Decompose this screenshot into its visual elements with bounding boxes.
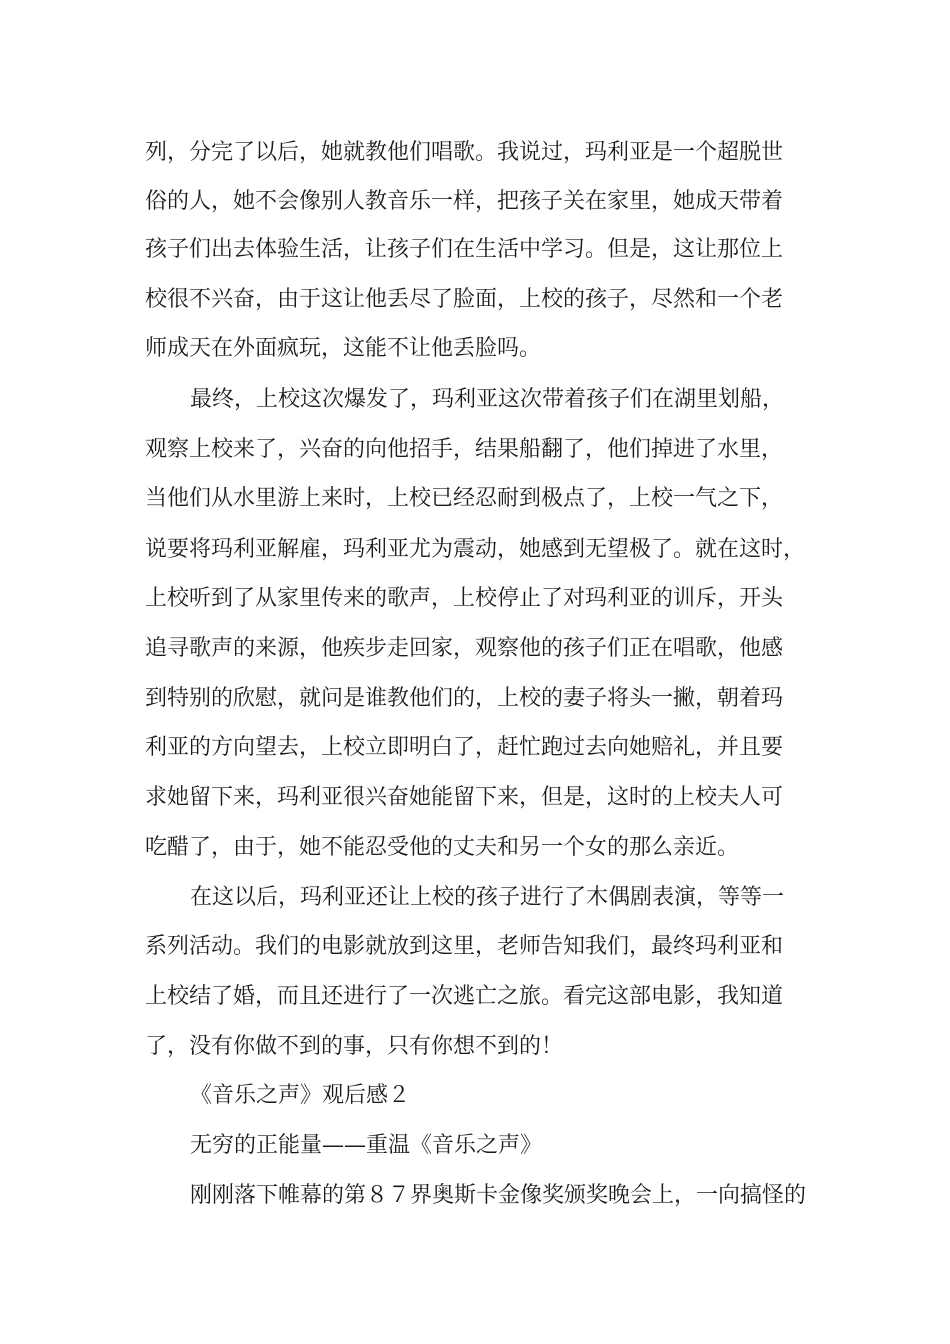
paragraph-line: 追寻歌声的来源，他疾步走回家，观察他的孩子们正在唱歌，他感 xyxy=(145,636,784,661)
paragraph-line: 到特别的欣慰，就问是谁教他们的，上校的妻子将头一撇，朝着玛 xyxy=(145,686,784,711)
paragraph-line: 吃醋了，由于，她不能忍受他的丈夫和另一个女的那么亲近。 xyxy=(145,835,740,860)
paragraph-line: 刚刚落下帷幕的第８７界奥斯卡金像奖颁奖晚会上，一向搞怪的 xyxy=(190,1183,807,1208)
section-subtitle: 无穷的正能量——重温《音乐之声》 xyxy=(190,1133,543,1158)
paragraph-line: 上校听到了从家里传来的歌声，上校停止了对玛利亚的训斥，开头 xyxy=(145,586,784,611)
paragraph-line: 观察上校来了，兴奋的向他招手，结果船翻了，他们掉进了水里， xyxy=(145,437,784,462)
section-title: 《音乐之声》观后感２ xyxy=(190,1083,411,1108)
paragraph-line: 系列活动。我们的电影就放到这里，老师告知我们，最终玛利亚和 xyxy=(145,934,784,959)
paragraph-line: 上校结了婚，而且还进行了一次逃亡之旅。看完这部电影，我知道 xyxy=(145,984,784,1009)
paragraph-line: 说要将玛利亚解雇，玛利亚尤为震动，她感到无望极了。就在这时， xyxy=(145,537,806,562)
paragraph-line: 孩子们出去体验生活，让孩子们在生活中学习。但是，这让那位上 xyxy=(145,237,784,262)
paragraph-line: 利亚的方向望去，上校立即明白了，赶忙跑过去向她赔礼，并且要 xyxy=(145,735,784,760)
paragraph-line: 在这以后，玛利亚还让上校的孩子进行了木偶剧表演，等等一 xyxy=(190,885,785,910)
paragraph-line: 了，没有你做不到的事，只有你想不到的！ xyxy=(145,1034,564,1059)
paragraph-line: 最终，上校这次爆发了，玛利亚这次带着孩子们在湖里划船， xyxy=(190,387,785,412)
paragraph-line: 当他们从水里游上来时，上校已经忍耐到极点了，上校一气之下， xyxy=(145,486,784,511)
paragraph-line: 师成天在外面疯玩，这能不让他丢脸吗。 xyxy=(145,336,542,361)
paragraph-line: 列，分完了以后，她就教他们唱歌。我说过，玛利亚是一个超脱世 xyxy=(145,140,784,165)
paragraph-line: 求她留下来，玛利亚很兴奋她能留下来，但是，这时的上校夫人可 xyxy=(145,785,784,810)
paragraph-line: 校很不兴奋，由于这让他丢尽了脸面，上校的孩子，尽然和一个老 xyxy=(145,287,784,312)
paragraph-line: 俗的人，她不会像别人教音乐一样，把孩子关在家里，她成天带着 xyxy=(145,189,784,214)
